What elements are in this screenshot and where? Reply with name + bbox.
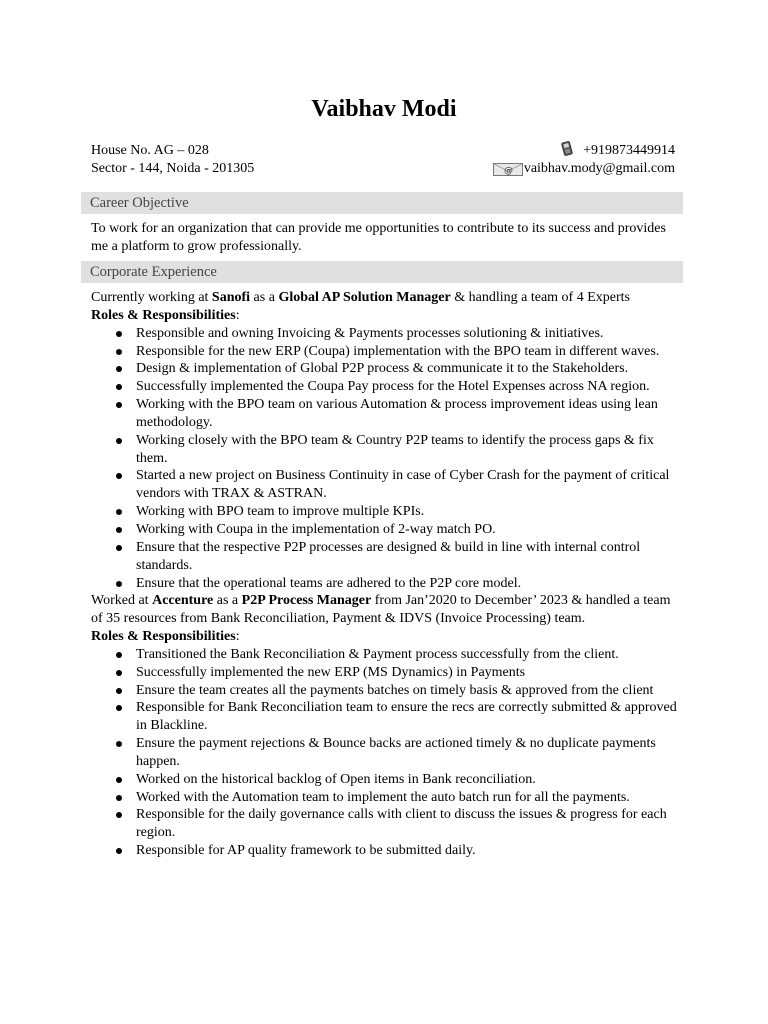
accenture-bullet-list <box>91 646 683 860</box>
list-item: Started a new project on Business Continuity in case of Cyber Crash for the payment of critical vendors with TRAX & ASTRAN. <box>91 467 683 503</box>
sanofi-company: Sanofi <box>211 290 251 305</box>
accenture-intro-text-3: from Jan’2020 to December’ 2023 & handled a team of 35 resources from Bank Reconciliation, Payment & IDVS (Invoice Processing) team. <box>91 593 671 627</box>
contact-block <box>493 142 675 178</box>
list-item: Working with Coupa in the implementation of 2-way match PO. <box>91 521 683 539</box>
accenture-intro <box>91 592 683 628</box>
list-item: Ensure that the respective P2P processes are designed & build in line with internal control standards. <box>91 539 683 575</box>
email-at-icon <box>493 163 523 176</box>
sanofi-role: Global AP Solution Manager <box>278 290 451 305</box>
section-corporate-experience: Corporate Experience <box>81 261 683 283</box>
list-item: Responsible and owning Invoicing & Payments processes solutioning & initiatives. <box>91 325 683 343</box>
sanofi-intro-text-3: & handling a team of 4 Experts <box>450 290 630 305</box>
sanofi-intro <box>91 289 683 307</box>
accenture-intro-text-2: as a <box>213 593 242 609</box>
list-item: Responsible for AP quality framework to be submitted daily. <box>91 842 683 860</box>
roles-label: Roles & Responsibilities <box>91 307 236 323</box>
list-item: Working with BPO team to improve multiple KPIs. <box>91 503 683 521</box>
accenture-company: Accenture <box>152 593 214 609</box>
list-item: Working closely with the BPO team & Country P2P teams to identify the process gaps & fix them. <box>91 432 683 468</box>
list-item: Ensure that the operational teams are adhered to the P2P core model. <box>91 575 683 593</box>
candidate-name: Vaibhav Modi <box>311 96 457 122</box>
list-item: Transitioned the Bank Reconciliation & Payment process successfully from the client. <box>91 646 683 664</box>
list-item: Worked with the Automation team to implement the auto batch run for all the payments. <box>91 789 683 807</box>
sanofi-roles-heading: Roles & Responsibilities: <box>91 307 240 323</box>
address-line-2: Sector - 144, Noida - 201305 <box>91 161 255 176</box>
list-item: Working with the BPO team on various Automation & process improvement ideas using lean methodology. <box>91 396 683 432</box>
svg-text:@: @ <box>503 165 513 176</box>
address-line-1: House No. AG – 028 <box>91 143 209 158</box>
sanofi-intro-text-2: as a <box>250 290 279 305</box>
objective-text: To work for an organization that can provide me opportunities to contribute to its success and provides me a platform to grow professionally. <box>91 221 666 254</box>
list-item: Ensure the team creates all the payments batches on timely basis & approved from the client <box>91 682 683 700</box>
accenture-intro-text-1: Worked at <box>91 593 153 609</box>
list-item: Design & implementation of Global P2P process & communicate it to the Stakeholders. <box>91 360 683 378</box>
mobile-phone-icon <box>561 141 573 156</box>
list-item: Responsible for the new ERP (Coupa) implementation with the BPO team in different waves. <box>91 343 683 361</box>
list-item: Responsible for the daily governance calls with client to discuss the issues & progress for each region. <box>91 806 683 842</box>
sanofi-bullet-list <box>91 325 683 593</box>
accenture-role: P2P Process Manager <box>241 593 372 609</box>
email-row <box>493 160 675 178</box>
list-item: Responsible for Bank Reconciliation team to ensure the recs are correctly submitted & approved in Blackline. <box>91 699 683 735</box>
list-item: Successfully implemented the Coupa Pay process for the Hotel Expenses across NA region. <box>91 378 683 396</box>
experience-content <box>91 289 683 860</box>
phone-number[interactable]: +919873449914 <box>583 143 675 158</box>
section-career-objective: Career Objective <box>81 192 683 214</box>
address-block <box>91 142 254 178</box>
list-item: Worked on the historical backlog of Open items in Bank reconciliation. <box>91 771 683 789</box>
sanofi-intro-text-1: Currently working at <box>91 290 212 305</box>
list-item: Successfully implemented the new ERP (MS Dynamics) in Payments <box>91 664 683 682</box>
list-item: Ensure the payment rejections & Bounce backs are actioned timely & no duplicate payments happen. <box>91 735 683 771</box>
accenture-roles-heading: Roles & Responsibilities: <box>91 629 240 645</box>
email-address[interactable]: vaibhav.mody@gmail.com <box>523 161 675 176</box>
roles-label: Roles & Responsibilities <box>91 629 236 645</box>
phone-row <box>493 142 675 160</box>
